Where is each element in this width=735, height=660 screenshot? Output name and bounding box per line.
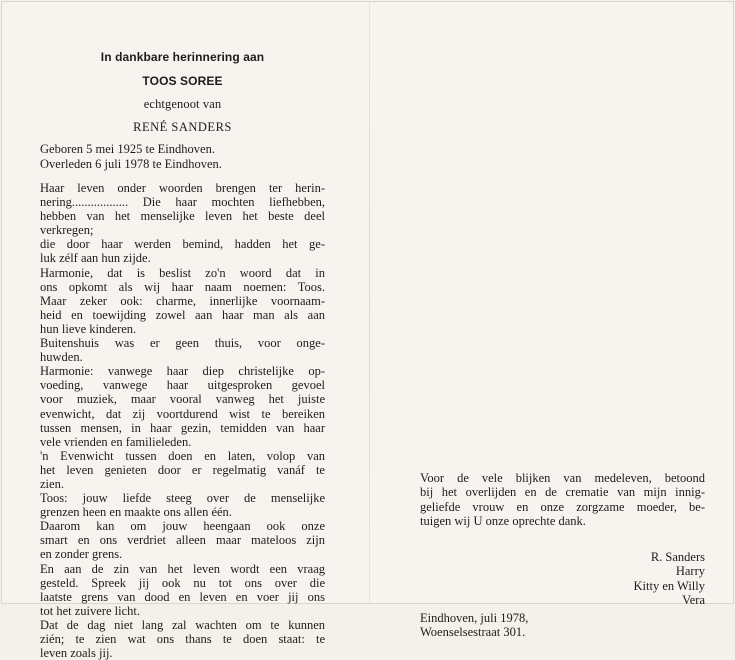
memorial-text-line: laatste grens van dood en leven en voer jij ons xyxy=(40,589,325,604)
card-fold xyxy=(369,2,370,603)
memorial-text-line: heid en toewijding zowel aan haar man als aan xyxy=(40,307,325,322)
memorial-text-line: grenzen heen en maakte ons allen één. xyxy=(40,505,232,520)
memorial-text-line: Harmonie, dat is beslist zo'n woord dat in xyxy=(40,265,325,280)
memorial-text-line: voor muziek, maar vooral vanweg het juiste xyxy=(40,392,325,407)
thanks-line: Voor de vele blijken van medeleven, betoond xyxy=(420,471,705,485)
memorial-text-line: 'n Evenwicht tussen doen en laten, volop van xyxy=(40,448,325,463)
deceased-name: TOOS SOREE xyxy=(142,74,223,88)
thanks-line: geliefde vrouw en onze zorgzame moeder, be- xyxy=(420,499,705,514)
spouse-name: RENÉ SANDERS xyxy=(133,120,232,134)
memorial-text-line: die door haar werden bemind, hadden het ge- xyxy=(40,237,325,252)
signer-name: Vera xyxy=(682,592,705,607)
memorial-text-line: Maar zeker ook: charme, innerlijke voornaam- xyxy=(40,293,325,308)
memorial-text-line: voeding, vanwege haar uitgesproken gevoel xyxy=(40,378,325,393)
memorial-text-line: tot het zuivere licht. xyxy=(40,603,140,618)
memorial-text-line: Haar leven onder woorden brengen ter herin- xyxy=(40,181,325,195)
memorial-text-line: luk zélf aan hun zijde. xyxy=(40,251,151,266)
memorial-text-line: Toos: jouw liefde steeg over de menselijke xyxy=(40,491,325,506)
memorial-text-line: hebben van het menselijke leven het beste deel xyxy=(40,209,325,224)
memorial-text-line: zien. xyxy=(40,476,64,491)
life-dates xyxy=(40,142,222,172)
death-line: Overleden 6 juli 1978 te Eindhoven. xyxy=(40,157,222,171)
memorial-text-line: hun lieve kinderen. xyxy=(40,321,137,336)
memorial-text xyxy=(40,181,325,660)
signer-name: Harry xyxy=(675,564,705,579)
intro-line: In dankbare herinnering aan xyxy=(100,50,265,64)
memorial-text-line: zién; te zien wat ons thans te doen staat: te xyxy=(40,632,325,646)
memorial-text-line: evenwicht, dat zij voortdurend wist te bereiken xyxy=(40,406,325,421)
signers xyxy=(634,550,705,607)
thanks-line: tuigen wij U onze oprechte dank. xyxy=(420,514,586,529)
memorial-text-line: smart en ons verdriet alleen maar mateloos zijn xyxy=(40,533,325,548)
signer-name: Kitty en Willy xyxy=(633,578,705,593)
memorial-text-line: Daarom kan om jouw heengaan ook onze xyxy=(40,519,325,534)
memorial-text-line: Dat de dag niet lang zal wachten om te kunnen xyxy=(40,617,325,632)
thanks-text xyxy=(420,471,705,529)
signer-name: R. Sanders xyxy=(650,550,705,564)
memorial-text-line: gesteld. Spreek jij ook nu tot ons over die xyxy=(40,575,325,590)
memorial-text-line: Harmonie: vanwege haar diep christelijke op- xyxy=(40,364,325,379)
memorial-text-line: tussen mensen, in haar gezin, temidden van haar xyxy=(40,420,325,435)
memorial-text-line: en zonder grens. xyxy=(40,547,123,562)
memorial-text-line: Buitenshuis was er geen thuis, voor onge- xyxy=(40,336,325,351)
memorial-text-line: nering.................. Die haar mochten liefhebben, xyxy=(40,195,325,210)
address: Woenselsestraat 301. xyxy=(420,625,526,640)
right-panel xyxy=(420,471,705,640)
memorial-text-line: huwden. xyxy=(40,350,83,365)
memorial-text-line: vele vrienden en familieleden. xyxy=(40,434,192,449)
birth-line: Geboren 5 mei 1925 te Eindhoven. xyxy=(40,142,215,156)
memorial-text-line: En aan de zin van het leven wordt een vraag xyxy=(40,561,325,576)
memorial-text-line: verkregen; xyxy=(40,223,94,238)
place-and-address xyxy=(420,611,528,640)
memorial-text-line: het leven genieten door er regelmatig vanáf te xyxy=(40,462,325,477)
thanks-line: bij het overlijden en de crematie van mijn innig- xyxy=(420,485,705,500)
memorial-text-line: leven zoals jij. xyxy=(40,646,113,660)
place-date: Eindhoven, juli 1978, xyxy=(420,611,529,625)
memorial-text-line: ons opkomt als wij haar naam noemen: Toos. xyxy=(40,279,325,294)
spouse-label: echtgenoot van xyxy=(143,97,222,111)
memorial-card xyxy=(1,1,734,660)
